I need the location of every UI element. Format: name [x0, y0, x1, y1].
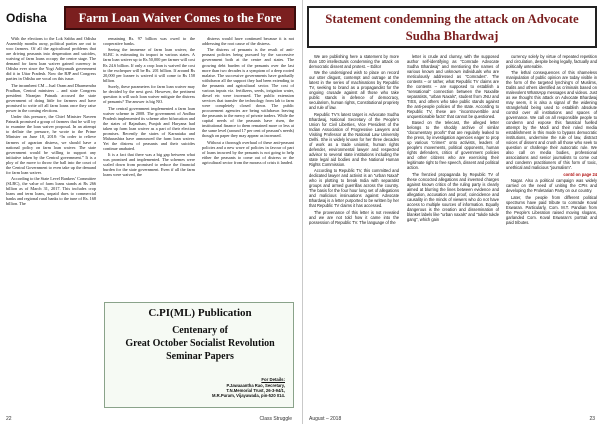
paragraph: According to the State Level Bankers’ Committee (SLBC), the value of farm loans stands at Rs 266 billion as of March 31, 2017. This includes crop loans and term loans, unpaid dues to commercial banks and regional rural banks to the tune of Rs. 168 billion. The [6, 176, 96, 207]
headline-statement: Statement condemning the attack on Advocate Sudha Bhardwaj [307, 6, 597, 48]
paragraph: The frenzied propaganda by Republic TV of these concocted allegations and invented charges against known critics of the ruling party is clearly aimed at blurring the lines between evidence and allegation, accusation and proof, coincidence and causality in the minds of viewers who do not have access to multiple sources of information. Equally dangerous is the creation and dissemination of blanket labels like “urban naxals” and “tukde tukde gang”, which gain [407, 171, 499, 222]
paragraph: The lethal consequences of this shameless manipulation of public opinion are today visible in the form of the targeted lynching’s of Muslims, Dalits and others identified as criminals based on malevolent WhatsApp messages and videos. Just as we thought this attack on Advocate Bhardwaj may seem, it is also a signal of the widening stranglehold being used to establish absolute control over all institutions and spaces of governance. We call on all responsible people to condemn and expose this fanatical fuelled attempt by the Modi and their ruled media establishment in this mode to bypass democratic institutions, undermine the rule of law, distract voices of dissent and crush all those who seek to question or challenge their autocratic rule. We also call on media bodies, professional associations and senior journalists to come out and condemn practitioners of this form of toxic, unethical and malicious “journalism”. [506, 70, 597, 171]
paragraph: letter is crude and clumsy, with the supposed author self-identifying as “Comrade Advocate Sudha Bhardwaj” and mentioning the names of various known and unknown individuals who are meticulously addressed as “Comrades”. The contents – or rather, what Republic TV claims are the contents – are supposed to establish a “sensational” connection between the Naxalite separatists, “urban Naxals”, student from JNU and TISS, and others who take public stands against the anti-people policies of the state. According to Republic TV, these are “incontrovertible and unquestionable facts” that cannot be questioned. [407, 54, 499, 119]
right-column-3 [506, 54, 597, 412]
cpi-detail-line: M.R.Puram, Vijayawada, pin-520 014. [211, 393, 285, 399]
paragraph: The central government implemented a farm loan waiver scheme in 2008. The government of Andhra Pradesh implemented its scheme after bifurcation and the states of Rajasthan, Punjab and Haryana had taken up farm loan waiver as a part of their election promises. Recently the states of Karnataka and Maharashtra have announced the farm loan waiver. Yet the distress of peasants and their suicides continue unabated. [103, 105, 195, 151]
cpi-detail-line: P.Jawaaantha Rao, Secretary, [226, 383, 285, 388]
cpi-details [197, 383, 285, 399]
paragraph: Under this pressure, the Chief Minister Naveen Patnaik promised a group of farmers that he will try to examine the loan waiver proposal. In an attempt to deflate the pressure, he wrote to the Prime Minister on June 18, 2018: “In order to relieve farmers of agrarian distress, we should have a national policy on farm loan waiver. The state government would be willing to support any initiative taken by the Central government.” It is a ploy of the move to throw the ball into the court of the Central Government to even take up the demand for farm loan waiver. [6, 114, 96, 175]
left-footer-publication: Class Struggle [259, 416, 292, 422]
paragraph: According to Republic TV, this committed and dedicated lawyer and activist is an “urban Naxal” who is plotting to break India with separatist groups and armed guerrillas across the country. The basis for the four hour long set of allegations and malicious insinuations against Advocate Bhardwaj is a letter purported to be written by her that Republic TV claims it has accessed. [309, 168, 399, 209]
headline-farm-loan: Farm Loan Waiver Comes to the Fore [64, 6, 296, 30]
paragraph: It is a fact that there was a big gap between what was promised and implemented. The schemes were scaled down from promised to reduce the financial burden for the state government. Even if all the farm loans were waived, the [103, 152, 195, 178]
paragraph: The distress of peasants is the result of anti-peasant policies being pursued by the successive government both at the centre and states. The growing debt burden of the peasants over the last more than two decades is a symptom of a deep rooted malaise. The successive governments have gradually withdrawn all the support they had been extending to the peasants and agricultural sector. The cost of various inputs viz. fertilizers, seeds, irrigation water, diesel etc were increased. The public extension services that transfer the technology from lab to farm were completely closed down. The public procurement agencies are being withdrawn leaving the peasants to the mercy of private traders. While the capital needs of the peasants have risen, the institutional finance to them remained more or less at the same level (around 17 per cent of peasant’s needs) though on paper they may appear as increased. [202, 47, 294, 139]
paragraph: Based on the telecast, the alleged letter belongs to the shoddy archive of similar “documentary proofs” that are regularly leaked to the press, by investigation agencies eager to prop up various “crimes” onto activists, leaders of people’s movements, political opponents, human rights defenders, critics of government policies and other citizens who are exercising their legitimate right to free speech, dissent and political action. [407, 120, 499, 171]
cpi-line-2: Great October Socialist Revolution [125, 338, 275, 349]
right-column-1 [309, 54, 399, 412]
right-column-2 [407, 54, 499, 412]
right-page-number: 23 [589, 416, 595, 422]
paragraph: With the elections to the Lok Sabha and Odisha Assembly months away, political parties are out to woo farmers. Of all the agricultural problems that are driving peasants into desperation and suicides, waiving of farm loans occupy the centre stage. The demand for farm loan waiver gained currency in Odisha ever since the Yogi Adityanath government did it in Uttar Pradesh. Now the BJP and Congress parties in Odisha are vocal on this issue. [6, 36, 96, 82]
cpi-title: C.PI(ML) Publication [148, 307, 252, 319]
paragraph: currency solely by virtue of repeated repetition and circulation, despite being legally, factually and politically untenable. [506, 54, 597, 69]
paragraph: The provenance of this letter is not revealed and we are not told how it came into the possession of Republic TV. The language of the [309, 209, 399, 225]
paragraph: remaining Rs. 97 billion was owed to the cooperative banks. [103, 36, 195, 47]
left-page [0, 0, 298, 424]
left-column-3 [202, 36, 294, 298]
cpi-detail-line: T.N.Memorial Trust, 26-3-94/1, [226, 388, 285, 394]
paragraph: We the undersigned wish to place on record our utter disgust, contempt and outrage at the latest in the series of machinations by Republic TV, seeking to brand as a propagandist for the ongoing crusade against all those who take public stands in defence of democracy, secularism, human rights, Constitutional propriety and rule of law. [309, 70, 399, 111]
paragraph: Seeing the immense of farm loan waiver, the SLBC is estimating its impact in various states. A farm loan waiver up to Rs 50,000 per farmer will cost Rs 24.6 billion. If only a crop loan is waived the cost to the exchequer will be Rs. 201 billion. If around Rs 20,000 per loanee is waived it will come to Rs 158 billion. [103, 47, 195, 83]
left-column-1 [6, 36, 96, 414]
cpi-publication-box [104, 302, 294, 408]
paragraph: Surely, these parameters for farm loan waiver may be decided by the next govt. However, the pertinent question is will such loan waiver mitigate the distress of peasants? The answer is big NO. [103, 84, 195, 105]
cpi-line-1: Centenary of [172, 325, 228, 336]
paragraph: distress would have continued because it is not addressing the root cause of the distress. [202, 36, 294, 47]
right-page [302, 0, 600, 424]
left-column-2 [103, 36, 195, 298]
cpi-details-label: For Details: [261, 377, 285, 382]
paragraph: Republic TV’s latest target is Advocate Sudha Bhardwaj, National Secretary of the People’s Union for Civil Liberties, Vice President of the Indian Association of Progressive Lawyers and Visiting Professor at the National Law University Delhi. She is widely known for her three decades of work as a trade unionist, human rights defender, environmental lawyer and respected advisor to several state institutions including the state legal aid bodies and the National Human Rights Commission. [309, 111, 399, 167]
left-page-number: 22 [6, 416, 12, 422]
paragraph: Later, the people from different political spectrums have paid tribute to comrade Koval Eswaran. Particularly, Com. M.T. Pandian from the People’s Liberation raised moving slogans, garlanded Com. Koval Eswaran’s portrait and paid tributes. [506, 194, 597, 225]
paragraph: Nagar. Also a political campaign was widely carried on the need of uniting the CPIs and developing the Proletarian Party on our country. [506, 178, 597, 194]
paragraph: Without a thorough overhaul of these anti-peasant policies and a new wave of policies in favour of part of loans incurred by the peasants is not going to help either the peasants to come out of distress or the agricultural sector from the morass of crisis it landed. [202, 139, 294, 165]
paragraph: contd on page 24 [563, 171, 597, 177]
left-header [0, 6, 298, 30]
paragraph: The incumbent CM – Jual Oram and Dharmendra Pradhan, Central ministers – and state Congress president Niranjan Patnaik accused the state government of doing little for farmers and have promised to write off all farm loans once they raise power in the coming elections. [6, 82, 96, 113]
right-footer-month: August – 2018 [309, 416, 342, 422]
paragraph: We are publishing here a statement by more than 100 intellectuals condemning the attack on democratic dissent and protest. – Editor [309, 54, 399, 69]
cpi-line-3: Seminar Papers [166, 351, 234, 362]
section-label: Odisha [6, 11, 47, 25]
